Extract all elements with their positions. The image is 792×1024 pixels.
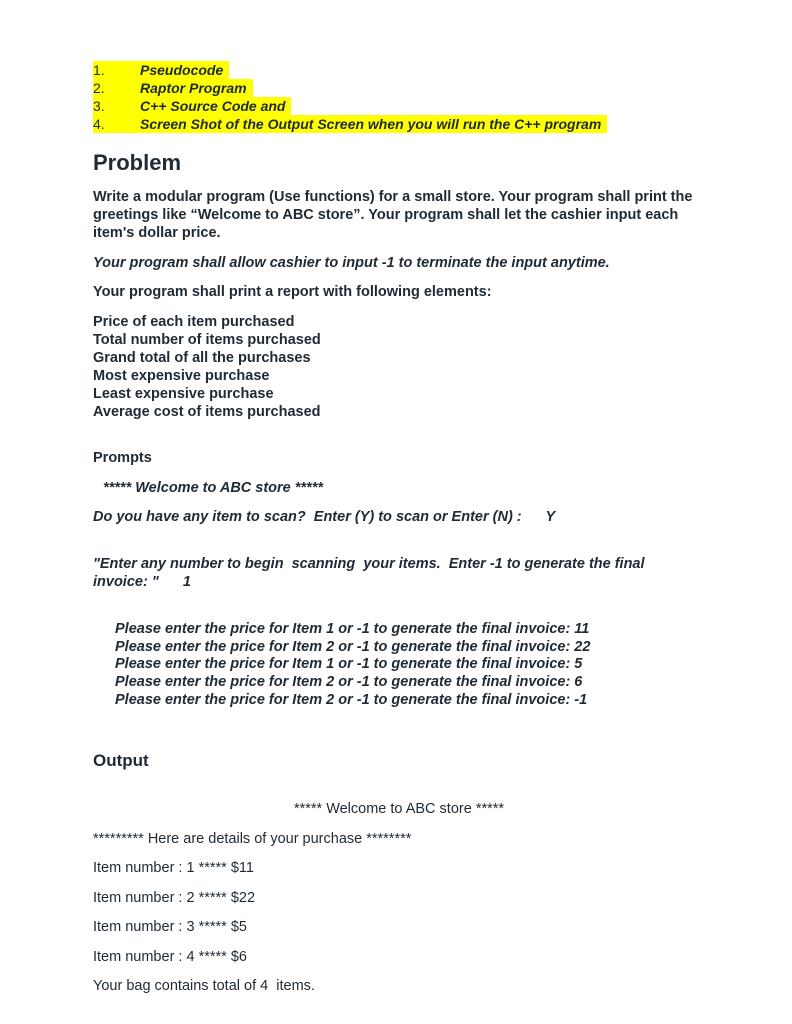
list-item: Price of each item purchased bbox=[93, 314, 295, 330]
output-item: Item number : 2 ***** $22 bbox=[93, 890, 256, 906]
prompt-scan: Do you have any item to scan? Enter (Y) to scan or Enter (N) : Y bbox=[93, 509, 556, 525]
list-item: 2. Raptor Program bbox=[93, 79, 607, 97]
list-item: Grand total of all the purchases bbox=[93, 350, 311, 366]
list-item: 1. Pseudocode bbox=[93, 61, 607, 79]
prompts-heading: Prompts bbox=[93, 450, 152, 466]
list-item: Please enter the price for Item 2 or -1 to generate the final invoice: 6 bbox=[115, 674, 583, 691]
list-item: Most expensive purchase bbox=[93, 368, 270, 384]
report-elements-list bbox=[93, 313, 321, 421]
output-item: Item number : 3 ***** $5 bbox=[93, 919, 247, 935]
list-item: 3. C++ Source Code and bbox=[93, 97, 607, 115]
problem-heading: Problem bbox=[93, 150, 182, 175]
list-item: Average cost of items purchased bbox=[93, 404, 321, 420]
terminate-instruction: Your program shall allow cashier to input -1 to terminate the input anytime. bbox=[93, 255, 610, 271]
problem-description: Write a modular program (Use functions) for a small store. Your program shall print the greetings like “Welcome to ABC store”. Your program shall let the cashier input each item's dollar price. bbox=[93, 189, 693, 241]
list-item: Please enter the price for Item 2 or -1 to generate the final invoice: -1 bbox=[115, 691, 588, 708]
prompt-welcome: ***** Welcome to ABC store ***** bbox=[103, 480, 323, 496]
output-item: Item number : 1 ***** $11 bbox=[93, 860, 254, 876]
list-item: Least expensive purchase bbox=[93, 386, 274, 402]
output-item: Item number : 4 ***** $6 bbox=[93, 949, 247, 965]
price-prompts bbox=[115, 621, 590, 710]
prompt-begin: "Enter any number to begin scanning your items. Enter -1 to generate the final invoice: " 1 bbox=[93, 556, 649, 590]
output-welcome: ***** Welcome to ABC store ***** bbox=[293, 801, 505, 817]
list-item: Please enter the price for Item 1 or -1 to generate the final invoice: 5 bbox=[115, 656, 583, 673]
report-intro: Your program shall print a report with following elements: bbox=[93, 284, 492, 300]
list-item: 4. Screen Shot of the Output Screen when you will run the C++ program bbox=[93, 115, 607, 133]
deliverables-list bbox=[93, 61, 607, 133]
list-item: Please enter the price for Item 1 or -1 to generate the final invoice: 11 bbox=[115, 621, 590, 637]
list-item: Total number of items purchased bbox=[93, 332, 321, 348]
output-total-items: Your bag contains total of 4 items. bbox=[93, 978, 315, 994]
output-details: ********* Here are details of your purchase ******** bbox=[93, 831, 412, 847]
output-heading: Output bbox=[93, 751, 149, 770]
list-item: Please enter the price for Item 2 or -1 to generate the final invoice: 22 bbox=[115, 638, 591, 655]
